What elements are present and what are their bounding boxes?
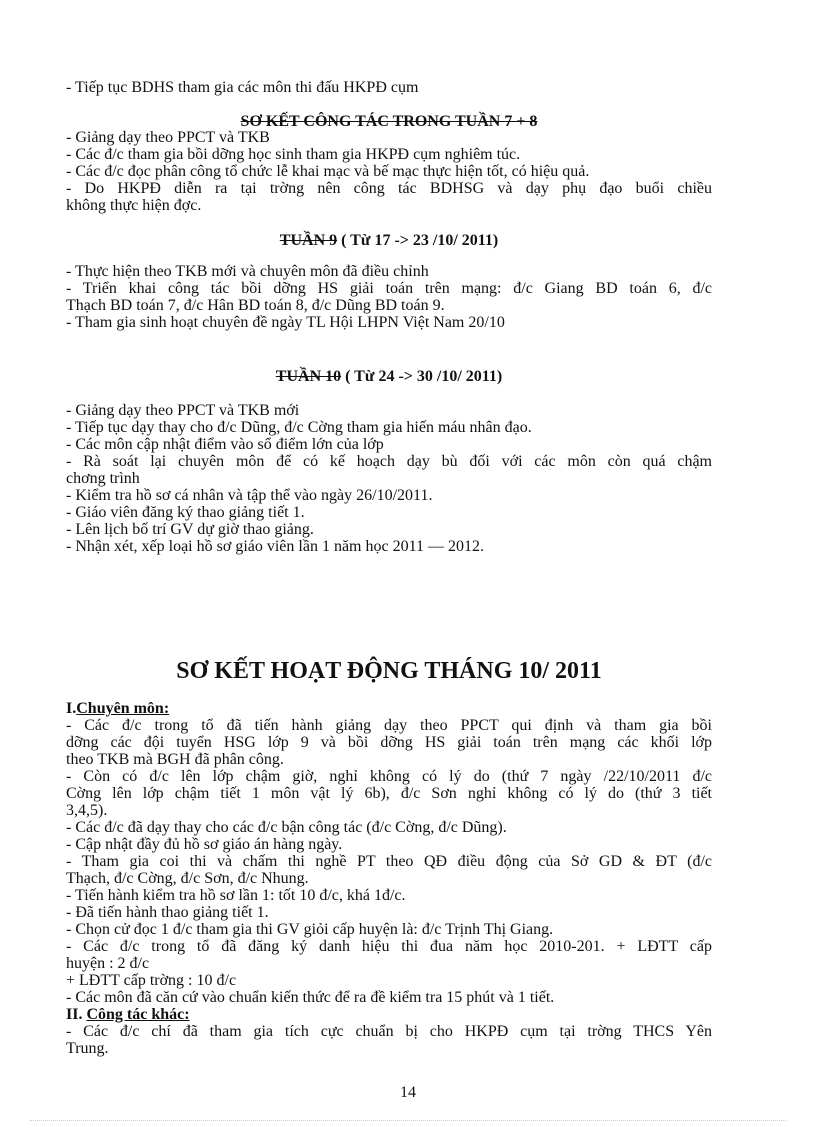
list-item: Thạch BD toán 7, đ/c Hân BD toán 8, đ/c Dũng BD toán 9. xyxy=(66,297,445,314)
list-item: không thực hiện đợc. xyxy=(66,197,202,214)
paragraph-line: Cờng lên lớp chậm tiết 1 môn vật lý 6b), đ/c Sơn nghỉ không có lý do (thứ 3 tiết xyxy=(66,785,712,802)
list-item: - Rà soát lại chuyên môn để có kế hoạch dạy bù đối với các môn còn quá chậm xyxy=(66,453,712,470)
paragraph-line: - Đã tiến hành thao giảng tiết 1. xyxy=(66,904,269,921)
list-item: - Giảng dạy theo PPCT và TKB mới xyxy=(66,402,300,419)
list-item: - Triển khai công tác bồi dỡng HS giải toán trên mạng: đ/c Giang BD toán 6, đ/c xyxy=(66,280,712,297)
week10-heading-dates: ( Từ 24 -> 30 /10/ 2011) xyxy=(341,368,503,385)
section1-number: I. xyxy=(66,700,77,717)
week10-heading-label: TUẦN 10 xyxy=(275,368,342,385)
paragraph-line: + LĐTT cấp trờng : 10 đ/c xyxy=(66,972,237,989)
month-title: SƠ KẾT HOẠT ĐỘNG THÁNG 10/ 2011 xyxy=(176,658,602,684)
list-item: - Nhận xét, xếp loại hồ sơ giáo viên lần 1 năm học 2011 — 2012. xyxy=(66,538,485,555)
paragraph-line: - Chọn cử đọc 1 đ/c tham gia thi GV giỏi cấp huyện là: đ/c Trịnh Thị Giang. xyxy=(66,921,554,938)
paragraph-line: huyện : 2 đ/c xyxy=(66,955,150,972)
paragraph-line: - Tiến hành kiểm tra hồ sơ lần 1: tốt 10 đ/c, khá 1đ/c. xyxy=(66,887,406,904)
paragraph-line: theo TKB mà BGH đã phân công. xyxy=(66,751,284,768)
week10-heading xyxy=(66,368,712,386)
list-item: - Tiếp tục dạy thay cho đ/c Dũng, đ/c Cờng tham gia hiến máu nhân đạo. xyxy=(66,419,532,436)
list-item: - Các đ/c tham gia bồi dỡng học sinh tham gia HKPĐ cụm nghiêm túc. xyxy=(66,146,521,163)
list-item: - Lên lịch bố trí GV dự giờ thao giảng. xyxy=(66,521,314,538)
list-item: - Các môn cập nhật điểm vào sổ điểm lớn của lớp xyxy=(66,436,384,453)
list-item: - Do HKPĐ diễn ra tại trờng nên công tác BDHSG và dạy phụ đạo buổi chiều xyxy=(66,180,712,197)
paragraph-line: - Các đ/c trong tổ đã đăng ký danh hiệu thi đua năm học 2010-201. + LĐTT cấp xyxy=(66,938,712,955)
list-item: - Thực hiện theo TKB mới và chuyên môn đã điều chỉnh xyxy=(66,263,429,280)
page-bottom-border xyxy=(30,1120,786,1121)
paragraph-line: - Các đ/c đã dạy thay cho các đ/c bận công tác (đ/c Cờng, đ/c Dũng). xyxy=(66,819,507,836)
paragraph-line: Thạch, đ/c Cờng, đ/c Sơn, đ/c Nhung. xyxy=(66,870,309,887)
list-item: - Giảng dạy theo PPCT và TKB xyxy=(66,129,270,146)
week78-heading-text: SƠ KẾT CÔNG TÁC TRONG TUẦN 7 + 8 xyxy=(240,113,538,130)
paragraph-line: - Các môn đã căn cứ vào chuẩn kiến thức để ra đề kiểm tra 15 phút và 1 tiết. xyxy=(66,989,555,1006)
section1-label: Chuyên môn: xyxy=(76,700,170,717)
list-item: - Giáo viên đăng ký thao giảng tiết 1. xyxy=(66,504,305,521)
list-item: - Tham gia sinh hoạt chuyên đề ngày TL Hội LHPN Việt Nam 20/10 xyxy=(66,314,505,331)
list-item: chơng trình xyxy=(66,470,140,487)
paragraph-line: dỡng các đội tuyển HSG lớp 9 và bồi dỡng HS giải toán trên mạng các khối lớp xyxy=(66,734,712,751)
week9-heading-dates: ( Từ 17 -> 23 /10/ 2011) xyxy=(337,232,499,249)
paragraph-line: - Các đ/c trong tổ đã tiến hành giảng dạy theo PPCT qui định và tham gia bồi xyxy=(66,717,712,734)
paragraph-line: - Các đ/c chí đã tham gia tích cực chuẩn bị cho HKPĐ cụm tại trờng THCS Yên xyxy=(66,1023,712,1040)
paragraph-line: - Còn có đ/c lên lớp chậm giờ, nghỉ không có lý do (thứ 7 ngày /22/10/2011 đ/c xyxy=(66,768,712,785)
week9-heading-label: TUẦN 9 xyxy=(279,232,338,249)
section2-number: II. xyxy=(66,1006,87,1023)
intro-line: - Tiếp tục BDHS tham gia các môn thi đấu HKPĐ cụm xyxy=(66,79,419,96)
list-item: - Các đ/c đọc phân công tổ chức lễ khai mạc và bế mạc thực hiện tốt, có hiệu quả. xyxy=(66,163,590,180)
list-item: - Kiểm tra hồ sơ cá nhân và tập thể vào ngày 26/10/2011. xyxy=(66,487,433,504)
paragraph-line: - Cập nhật đầy đủ hồ sơ giáo án hàng ngày. xyxy=(66,836,343,853)
section1-heading xyxy=(66,700,712,717)
paragraph-line: Trung. xyxy=(66,1040,109,1057)
paragraph-line: - Tham gia coi thi và chấm thi nghề PT theo QĐ điều động của Sở GD & ĐT (đ/c xyxy=(66,853,712,870)
page-number: 14 xyxy=(400,1084,416,1101)
section2-label: Công tác khác: xyxy=(86,1006,190,1023)
week9-heading xyxy=(66,232,712,250)
section2-heading xyxy=(66,1006,712,1023)
paragraph-line: 3,4,5). xyxy=(66,802,108,819)
